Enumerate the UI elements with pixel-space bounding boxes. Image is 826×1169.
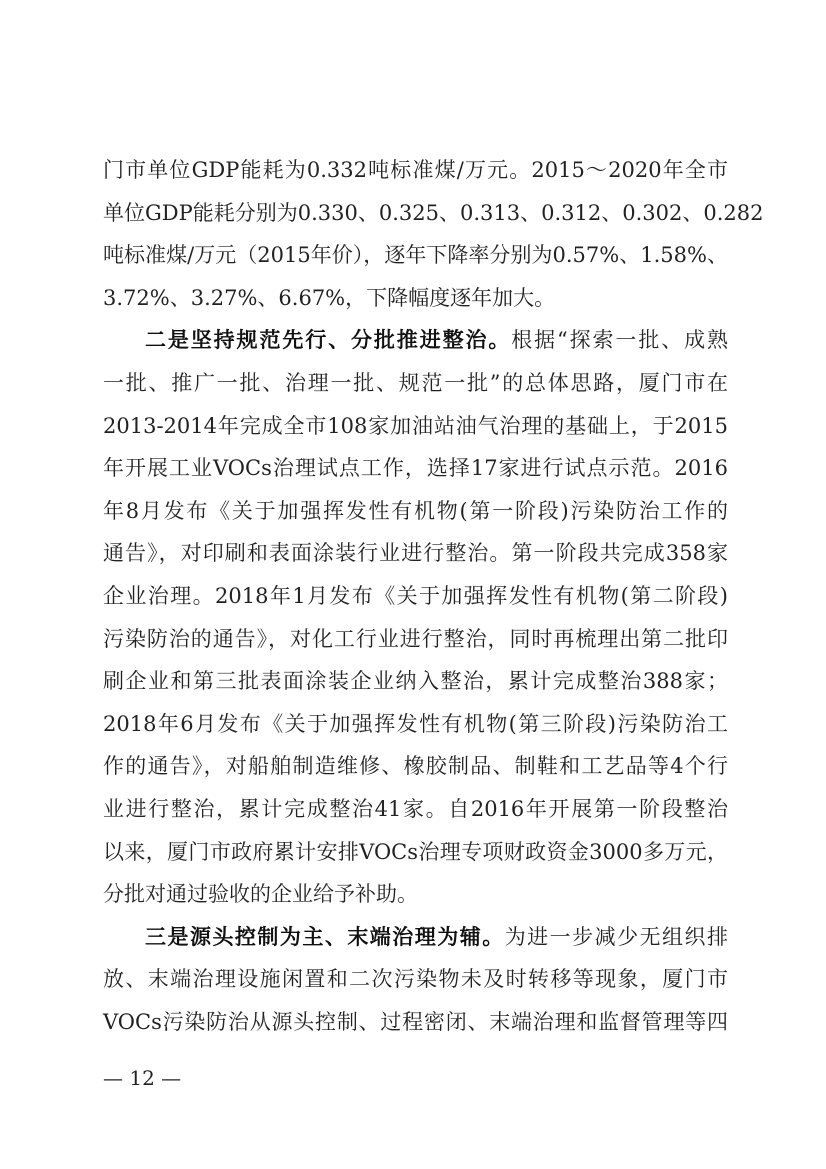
text-line [103, 575, 728, 618]
text-line [103, 490, 728, 533]
line-text: 3.72%、3.27%、6.67%，下降幅度逐年加大。 [103, 285, 556, 310]
text-line [103, 362, 728, 405]
line-text: 2018年6月发布《关于加强挥发性有机物(第三阶段)污染防治工 [103, 711, 728, 736]
page-number: — 12 — [103, 1066, 182, 1090]
text-line [103, 831, 728, 874]
document-body [103, 149, 764, 1043]
line-text: 年开展工业VOCs治理试点工作，选择17家进行试点示范。2016 [103, 456, 728, 481]
text-line [103, 1001, 728, 1044]
text-line [103, 703, 728, 746]
line-text: 企业治理。2018年1月发布《关于加强挥发性有机物(第二阶段) [103, 583, 728, 608]
text-line [103, 618, 728, 661]
line-text: 通告》，对印刷和表面涂装行业进行整治。第一阶段共完成358家 [103, 541, 728, 566]
line-text: 业进行整治，累计完成整治41家。自2016年开展第一阶段整治 [103, 796, 728, 821]
line-text: 吨标准煤/万元（2015年价），逐年下降率分别为0.57%、1.58%、 [103, 243, 728, 268]
text-line [103, 532, 728, 575]
line-text: VOCs污染防治从源头控制、过程密闭、末端治理和监督管理等四 [103, 1009, 728, 1034]
line-text: 分批对通过验收的企业给予补助。 [103, 882, 418, 907]
line-text: 一批、推广一批、治理一批、规范一批”的总体思路，厦门市在 [103, 370, 728, 395]
text-line [103, 916, 728, 959]
text-line [103, 873, 728, 916]
line-text: 为进一步减少无组织排 [504, 924, 729, 949]
text-line [103, 234, 728, 277]
text-line [103, 149, 728, 192]
text-line [103, 277, 728, 320]
line-text: 2013-2014年完成全市108家加油站油气治理的基础上，于2015 [103, 413, 728, 438]
text-line [103, 405, 728, 448]
text-line [103, 788, 728, 831]
text-line [103, 660, 728, 703]
line-text: 放、末端治理设施闲置和二次污染物未及时转移等现象，厦门市 [103, 967, 728, 992]
paragraph-lead-heading: 三是源头控制为主、末端治理为辅。 [145, 923, 505, 949]
text-line [103, 745, 728, 788]
line-text: 刷企业和第三批表面涂装企业纳入整治，累计完成整治388家； [103, 669, 728, 694]
line-text: 根据“探索一批、成熟 [511, 328, 728, 353]
line-text: 单位GDP能耗分别为0.330、0.325、0.313、0.312、0.302、0.282 [103, 200, 764, 225]
line-text: 作的通告》，对船舶制造维修、橡胶制品、制鞋和工艺品等4个行 [103, 754, 728, 779]
text-line [103, 447, 728, 490]
text-line [103, 192, 764, 235]
line-text: 年8月发布《关于加强挥发性有机物(第一阶段)污染防治工作的 [103, 498, 728, 523]
paragraph-lead-heading: 二是坚持规范先行、分批推进整治。 [145, 327, 512, 353]
line-text: 污染防治的通告》，对化工行业进行整治，同时再梳理出第二批印 [103, 626, 728, 651]
line-text: 以来，厦门市政府累计安排VOCs治理专项财政资金3000多万元， [103, 839, 728, 864]
line-text: 门市单位GDP能耗为0.332吨标准煤/万元。2015～2020年全市 [103, 158, 728, 182]
text-line [103, 958, 728, 1001]
text-line [103, 319, 728, 362]
